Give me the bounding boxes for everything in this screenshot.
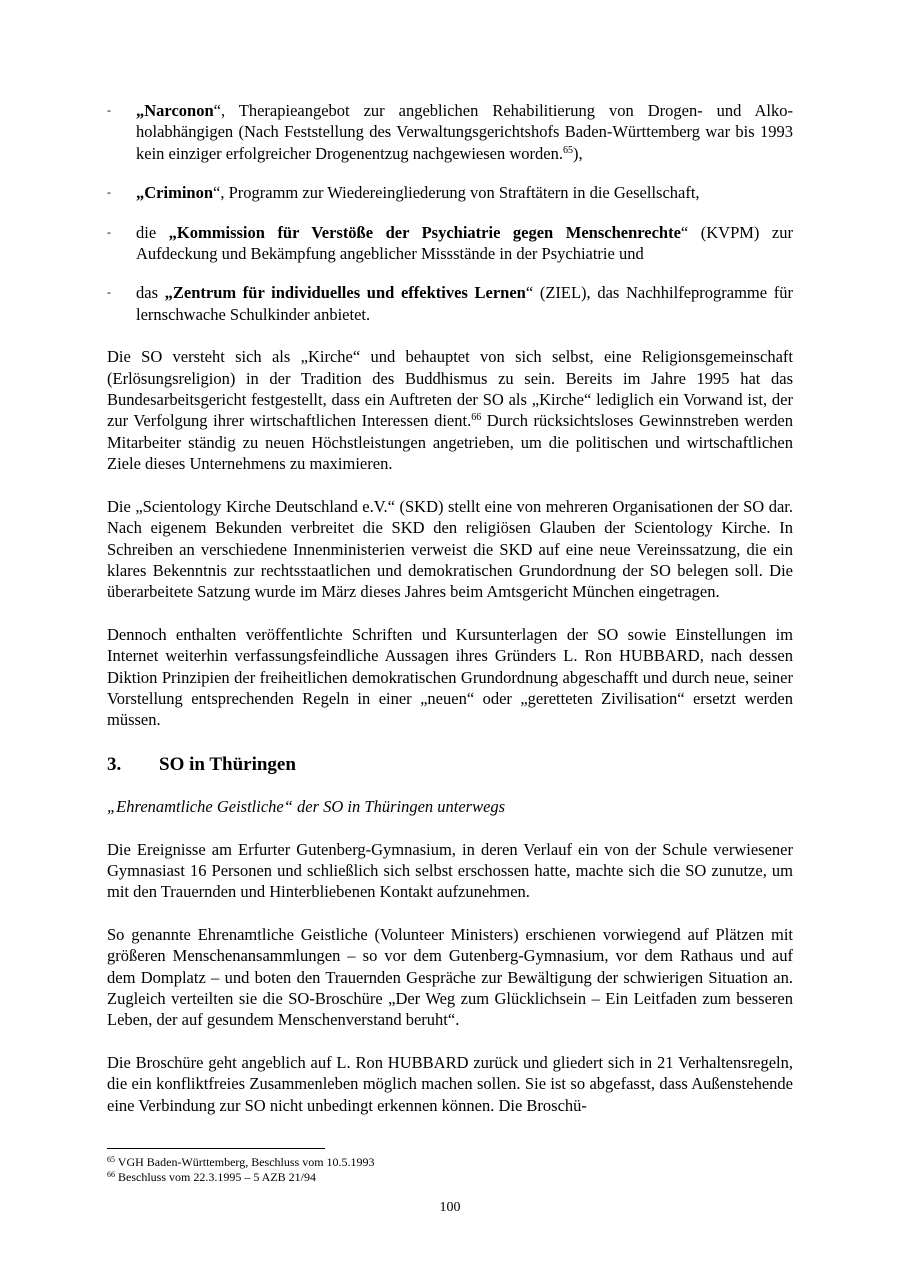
footnote: $^{66}$ Beschluss vom 22.3.1995 – 5 AZB 21/94 xyxy=(107,1170,317,1184)
bullet-tail: ), xyxy=(572,143,583,163)
bullet-dash: - xyxy=(107,285,111,300)
section-number: 3. xyxy=(107,753,122,775)
bullet-text: “ (ZIEL), das Nachhilfeprogramme für lernschwache Schulkinder anbietet. xyxy=(136,283,793,324)
footnote: $^{65}$ VGH Baden-Württemberg, Beschluss vom 10.5.1993 xyxy=(107,1155,375,1169)
list-item xyxy=(107,100,793,164)
bullet-term: „Zentrum für individuelles und effektives Lernen xyxy=(164,283,526,303)
paragraph: Die Broschüre geht angeblich auf L. Ron HUBBARD zurück und gliedert sich in 21 Verhaltensregeln, die ein konfliktfreies Zusammenleben möglich machen sollen. Sie ist so abgefasst, dass Außenstehende eine Verbindung zur SO nicht unbedingt erkennen können. Die Broschü- xyxy=(107,1052,793,1115)
bullet-text: “, Programm zur Wiedereingliederung von Straftätern in die Gesellschaft, xyxy=(213,183,700,203)
paragraph: Dennoch enthalten veröffentlichte Schriften und Kursunterlagen der SO sowie Einstellungen im Internet weiterhin verfassungsfeindliche Aussagen ihres Gründers L. Ron HUBBARD, nach dessen Diktion Prinzipien der freiheitlichen demokratischen Grundordnung abgeschafft und durch neue, seiner Vorstellung entsprechenden Regeln in einer „neuen“ oder „geretteten Zivilisation“ ersetzt werden müssen. xyxy=(107,624,793,730)
bullet-term: „Narconon xyxy=(136,101,214,120)
bullet-text: “ (KVPM) zur Aufdeckung und Bekämpfung angeblicher Missstände in der Psychiatrie und xyxy=(136,222,793,264)
footnotes xyxy=(107,1155,375,1185)
bullet-text: “, Therapieangebot zur angeblichen Rehabilitierung von Drogen- und Alkoholabhängigen (Nach Feststellung des Verwaltungsgerichtshofs Baden-Württemberg war bis 1993 kein einziger erfolgreicher Drogenentzug nachgewiesen worden. xyxy=(136,101,793,163)
list-item xyxy=(107,282,793,325)
main-content xyxy=(107,100,793,1137)
bullet-term: „Kommission für Verstöße der Psychiatrie gegen Menschenrechte xyxy=(168,222,681,242)
subheading: „Ehrenamtliche Geistliche“ der SO in Thüringen unterwegs xyxy=(107,797,506,817)
paragraph: Die SO versteht sich als „Kirche“ und behauptet von sich selbst, eine Religionsgemeinschaft (Erlösungsreligion) in der Tradition des Buddhismus zu sein. Bereits im Jahre 1995 hat das Bundesarbeitsgericht festgestellt, dass ein Auftreten der SO als „Kirche“ lediglich ein Vorwand ist, der zur Verfolgung ihrer wirtschaftlichen Interessen dient.$^{66}$ Durch rücksichtsloses Gewinnstreben werden Mitarbeiter ständig zu neuen Höchstleistungen angetrieben, um die politischen und wirtschaftlichen Ziele dieses Unternehmens zu maximieren. xyxy=(107,347,793,474)
footnote-divider xyxy=(107,1148,325,1149)
bullet-term: „Criminon xyxy=(136,183,214,203)
bullet-pre: das xyxy=(136,283,165,303)
list-item xyxy=(107,182,793,203)
footnote-ref[interactable]: 65 xyxy=(562,144,573,156)
bullet-dash: - xyxy=(107,103,111,117)
footnote-ref[interactable]: 66 xyxy=(471,412,482,424)
bullet-dash: - xyxy=(107,185,111,200)
bullet-pre: die xyxy=(136,222,169,242)
section-title: SO in Thüringen xyxy=(159,753,296,775)
list-item xyxy=(107,222,793,265)
paragraph: Die Ereignisse am Erfurter Gutenberg-Gymnasium, in deren Verlauf ein von der Schule verwiesener Gymnasiast 16 Personen und schließlich sich selbst erschossen hatte, machte sich die SO zunutze, um mit den Trauernden und Hinterbliebenen Kontakt aufzunehmen. xyxy=(107,839,793,902)
bullet-dash: - xyxy=(107,224,111,239)
paragraph: Die „Scientology Kirche Deutschland e.V.“ (SKD) stellt eine von mehreren Organisationen der SO dar. Nach eigenem Bekunden verbreitet die SKD den religiösen Glauben der Scientology Kirche. In Schreiben an verschiedene Innenministerien verweist die SKD auf eine neue Vereinssatzung, die ein klares Bekenntnis zur rechtsstaatlichen und demokratischen Grundordnung der SO belegen soll. Die überarbeitete Satzung wurde im März dieses Jahres beim Amtsgericht München eingetragen. xyxy=(107,496,793,602)
paragraph: So genannte Ehrenamtliche Geistliche (Volunteer Ministers) erschienen vorwiegend auf Plätzen mit größeren Menschenansammlungen – so vor dem Gutenberg-Gymnasium, vor dem Rathaus und auf dem Domplatz – und boten den Trauernden Gespräche zur Bewältigung der schwierigen Situation an. Zugleich verteilten sie die SO-Broschüre „Der Weg zum Glücklichsein – Ein Leitfaden zum besseren Leben, der auf gesundem Menschenverstand beruht“. xyxy=(107,924,793,1030)
section-heading xyxy=(107,754,793,775)
page-number: 100 xyxy=(439,1200,461,1215)
